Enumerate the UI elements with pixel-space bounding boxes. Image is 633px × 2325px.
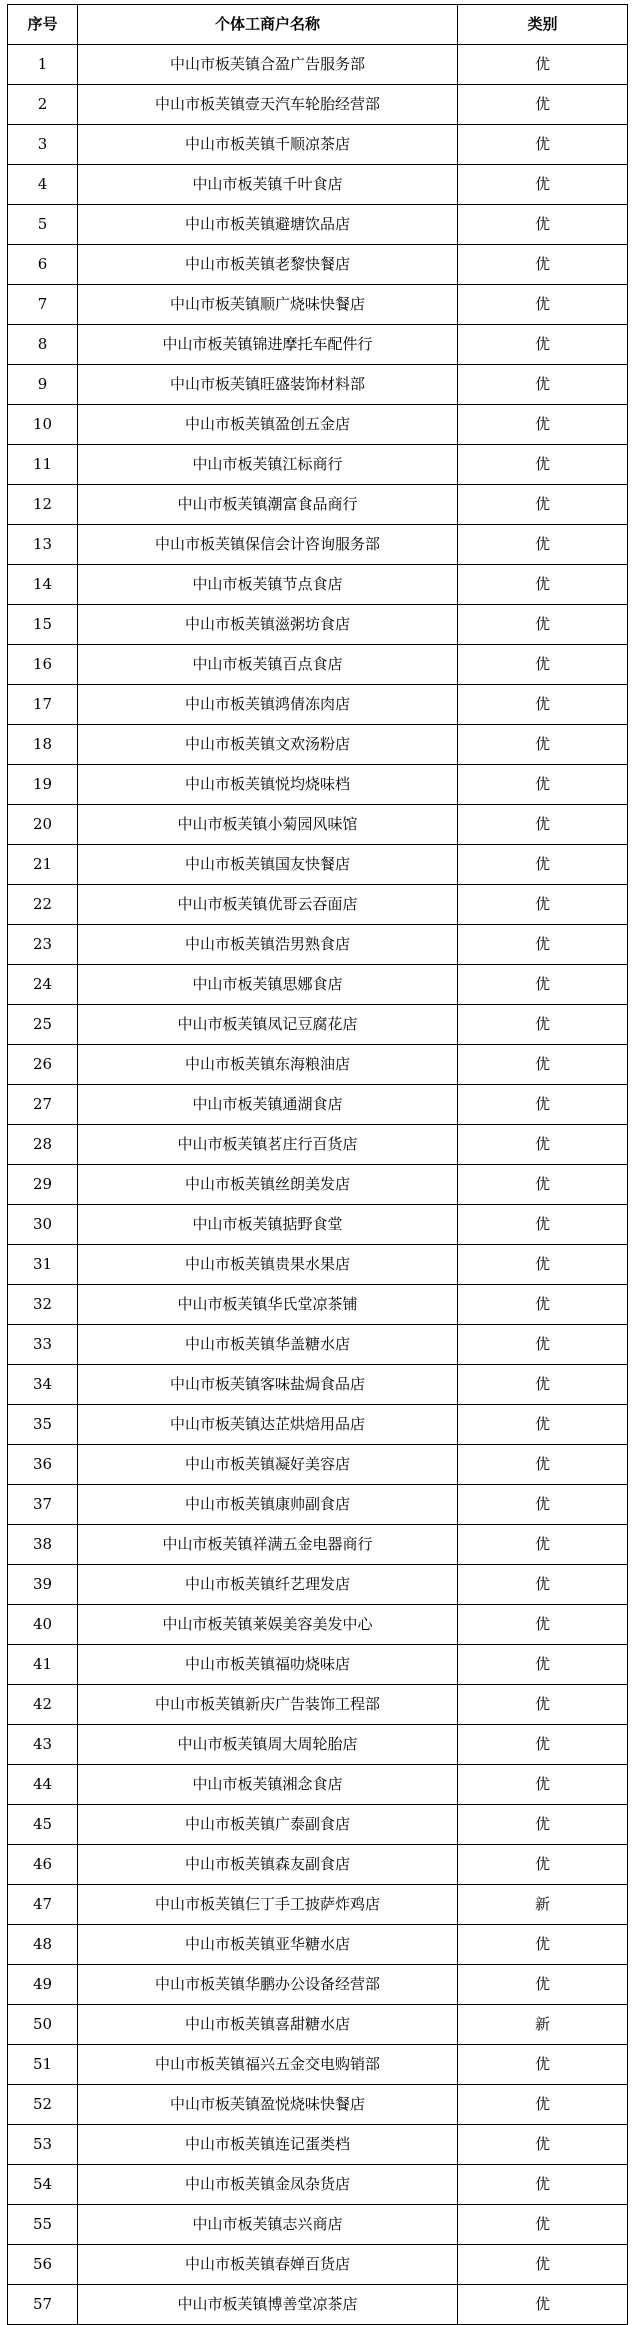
category-cell: 优	[458, 885, 628, 925]
serial-number-cell: 37	[8, 1485, 78, 1525]
category-cell: 优	[458, 405, 628, 445]
category-cell: 优	[458, 325, 628, 365]
serial-number-cell: 33	[8, 1325, 78, 1365]
table-row	[8, 85, 628, 125]
table-row	[8, 1525, 628, 1565]
table-row	[8, 645, 628, 685]
merchant-name-cell: 中山市板芙镇连记蛋类档	[78, 2125, 458, 2165]
table-row	[8, 2285, 628, 2325]
serial-number-cell: 27	[8, 1085, 78, 1125]
serial-number-cell: 4	[8, 165, 78, 205]
table-row	[8, 1285, 628, 1325]
serial-number-cell: 16	[8, 645, 78, 685]
category-cell: 优	[458, 1485, 628, 1525]
merchant-name-cell: 中山市板芙镇莱娱美容美发中心	[78, 1605, 458, 1645]
merchant-name-cell: 中山市板芙镇金凤杂货店	[78, 2165, 458, 2205]
table-row	[8, 525, 628, 565]
category-cell: 优	[458, 1325, 628, 1365]
merchant-name-cell: 中山市板芙镇福叻烧味店	[78, 1645, 458, 1685]
serial-number-cell: 30	[8, 1205, 78, 1245]
serial-number-cell: 42	[8, 1685, 78, 1725]
table-row	[8, 685, 628, 725]
header-serial-number: 序号	[8, 5, 78, 45]
merchant-name-cell: 中山市板芙镇优哥云吞面店	[78, 885, 458, 925]
category-cell: 优	[458, 805, 628, 845]
merchant-name-cell: 中山市板芙镇潮富食品商行	[78, 485, 458, 525]
serial-number-cell: 43	[8, 1725, 78, 1765]
serial-number-cell: 13	[8, 525, 78, 565]
category-cell: 优	[458, 1085, 628, 1125]
category-cell: 优	[458, 605, 628, 645]
table-body	[8, 45, 628, 2325]
merchant-name-cell: 中山市板芙镇凤记豆腐花店	[78, 1005, 458, 1045]
table-row	[8, 845, 628, 885]
table-row	[8, 1365, 628, 1405]
merchant-name-cell: 中山市板芙镇喜甜糖水店	[78, 2005, 458, 2045]
serial-number-cell: 35	[8, 1405, 78, 1445]
serial-number-cell: 49	[8, 1965, 78, 2005]
category-cell: 优	[458, 645, 628, 685]
table-row	[8, 405, 628, 445]
category-cell: 优	[458, 925, 628, 965]
merchant-name-cell: 中山市板芙镇东海粮油店	[78, 1045, 458, 1085]
serial-number-cell: 47	[8, 1885, 78, 1925]
merchant-name-cell: 中山市板芙镇国友快餐店	[78, 845, 458, 885]
serial-number-cell: 29	[8, 1165, 78, 1205]
table-row	[8, 1125, 628, 1165]
table-row	[8, 45, 628, 85]
category-cell: 优	[458, 365, 628, 405]
serial-number-cell: 36	[8, 1445, 78, 1485]
category-cell: 优	[458, 1685, 628, 1725]
category-cell: 优	[458, 285, 628, 325]
table-row	[8, 1725, 628, 1765]
merchant-name-cell: 中山市板芙镇鸿倩冻肉店	[78, 685, 458, 725]
merchant-name-cell: 中山市板芙镇贵果水果店	[78, 1245, 458, 1285]
serial-number-cell: 46	[8, 1845, 78, 1885]
table-row	[8, 1165, 628, 1205]
category-cell: 优	[458, 2205, 628, 2245]
category-cell: 优	[458, 2045, 628, 2085]
category-cell: 优	[458, 525, 628, 565]
table-row	[8, 1565, 628, 1605]
serial-number-cell: 48	[8, 1925, 78, 1965]
merchant-name-cell: 中山市板芙镇湘念食店	[78, 1765, 458, 1805]
merchant-name-cell: 中山市板芙镇浩男熟食店	[78, 925, 458, 965]
category-cell: 优	[458, 1845, 628, 1885]
category-cell: 优	[458, 1645, 628, 1685]
merchant-name-cell: 中山市板芙镇广泰副食店	[78, 1805, 458, 1845]
table-row	[8, 205, 628, 245]
merchant-name-cell: 中山市板芙镇博善堂凉茶店	[78, 2285, 458, 2325]
table-row	[8, 165, 628, 205]
category-cell: 优	[458, 1965, 628, 2005]
category-cell: 优	[458, 565, 628, 605]
merchant-name-cell: 中山市板芙镇祥满五金电器商行	[78, 1525, 458, 1565]
table-row	[8, 1205, 628, 1245]
table-header	[8, 5, 628, 45]
merchant-name-cell: 中山市板芙镇华鹏办公设备经营部	[78, 1965, 458, 2005]
table-row	[8, 1805, 628, 1845]
category-cell: 优	[458, 245, 628, 285]
serial-number-cell: 41	[8, 1645, 78, 1685]
category-cell: 优	[458, 2125, 628, 2165]
merchant-name-cell: 中山市板芙镇节点食店	[78, 565, 458, 605]
table-row	[8, 1045, 628, 1085]
serial-number-cell: 20	[8, 805, 78, 845]
table-row	[8, 725, 628, 765]
category-cell: 优	[458, 725, 628, 765]
serial-number-cell: 3	[8, 125, 78, 165]
serial-number-cell: 11	[8, 445, 78, 485]
merchant-name-cell: 中山市板芙镇森友副食店	[78, 1845, 458, 1885]
table-row	[8, 1445, 628, 1485]
merchant-name-cell: 中山市板芙镇茗庄行百货店	[78, 1125, 458, 1165]
merchant-name-cell: 中山市板芙镇壹天汽车轮胎经营部	[78, 85, 458, 125]
merchant-name-cell: 中山市板芙镇文欢汤粉店	[78, 725, 458, 765]
merchant-name-cell: 中山市板芙镇周大周轮胎店	[78, 1725, 458, 1765]
category-cell: 优	[458, 445, 628, 485]
category-cell: 优	[458, 45, 628, 85]
category-cell: 优	[458, 1165, 628, 1205]
category-cell: 优	[458, 1525, 628, 1565]
category-cell: 优	[458, 965, 628, 1005]
table-row	[8, 1245, 628, 1285]
category-cell: 优	[458, 1405, 628, 1445]
category-cell: 优	[458, 765, 628, 805]
serial-number-cell: 1	[8, 45, 78, 85]
table-row	[8, 325, 628, 365]
serial-number-cell: 40	[8, 1605, 78, 1645]
merchant-name-cell: 中山市板芙镇顺广烧味快餐店	[78, 285, 458, 325]
category-cell: 优	[458, 85, 628, 125]
merchant-name-cell: 中山市板芙镇通湖食店	[78, 1085, 458, 1125]
merchant-name-cell: 中山市板芙镇千叶食店	[78, 165, 458, 205]
category-cell: 新	[458, 2005, 628, 2045]
category-cell: 优	[458, 205, 628, 245]
category-cell: 新	[458, 1885, 628, 1925]
serial-number-cell: 38	[8, 1525, 78, 1565]
table-row	[8, 965, 628, 1005]
category-cell: 优	[458, 1765, 628, 1805]
category-cell: 优	[458, 1005, 628, 1045]
merchant-name-cell: 中山市板芙镇旺盛装饰材料部	[78, 365, 458, 405]
serial-number-cell: 57	[8, 2285, 78, 2325]
category-cell: 优	[458, 485, 628, 525]
table-row	[8, 2125, 628, 2165]
table-row	[8, 565, 628, 605]
merchant-name-cell: 中山市板芙镇江标商行	[78, 445, 458, 485]
header-row	[8, 5, 628, 45]
table-row	[8, 365, 628, 405]
merchant-name-cell: 中山市板芙镇仨丁手工披萨炸鸡店	[78, 1885, 458, 1925]
merchant-name-cell: 中山市板芙镇小菊园风味馆	[78, 805, 458, 845]
table-row	[8, 1485, 628, 1525]
category-cell: 优	[458, 2285, 628, 2325]
merchant-name-cell: 中山市板芙镇纤艺理发店	[78, 1565, 458, 1605]
merchant-name-cell: 中山市板芙镇志兴商店	[78, 2205, 458, 2245]
table-row	[8, 1085, 628, 1125]
merchant-name-cell: 中山市板芙镇丝朗美发店	[78, 1165, 458, 1205]
table-row	[8, 1885, 628, 1925]
serial-number-cell: 26	[8, 1045, 78, 1085]
category-cell: 优	[458, 1125, 628, 1165]
serial-number-cell: 22	[8, 885, 78, 925]
serial-number-cell: 56	[8, 2245, 78, 2285]
merchant-name-cell: 中山市板芙镇保信会计咨询服务部	[78, 525, 458, 565]
merchant-name-cell: 中山市板芙镇新庆广告装饰工程部	[78, 1685, 458, 1725]
serial-number-cell: 8	[8, 325, 78, 365]
table-row	[8, 885, 628, 925]
category-cell: 优	[458, 1285, 628, 1325]
merchant-table	[7, 4, 628, 2325]
merchant-name-cell: 中山市板芙镇滋粥坊食店	[78, 605, 458, 645]
category-cell: 优	[458, 125, 628, 165]
serial-number-cell: 15	[8, 605, 78, 645]
table-row	[8, 1325, 628, 1365]
merchant-name-cell: 中山市板芙镇华盖糖水店	[78, 1325, 458, 1365]
table-row	[8, 1645, 628, 1685]
table-row	[8, 1685, 628, 1725]
category-cell: 优	[458, 2165, 628, 2205]
table-row	[8, 1965, 628, 2005]
table-row	[8, 2085, 628, 2125]
serial-number-cell: 6	[8, 245, 78, 285]
table-row	[8, 2165, 628, 2205]
merchant-name-cell: 中山市板芙镇锦进摩托车配件行	[78, 325, 458, 365]
serial-number-cell: 10	[8, 405, 78, 445]
merchant-name-cell: 中山市板芙镇盈创五金店	[78, 405, 458, 445]
merchant-name-cell: 中山市板芙镇千顺凉茶店	[78, 125, 458, 165]
merchant-name-cell: 中山市板芙镇亚华糖水店	[78, 1925, 458, 1965]
category-cell: 优	[458, 2245, 628, 2285]
serial-number-cell: 54	[8, 2165, 78, 2205]
table-row	[8, 805, 628, 845]
serial-number-cell: 55	[8, 2205, 78, 2245]
merchant-name-cell: 中山市板芙镇老黎快餐店	[78, 245, 458, 285]
serial-number-cell: 17	[8, 685, 78, 725]
serial-number-cell: 45	[8, 1805, 78, 1845]
serial-number-cell: 31	[8, 1245, 78, 1285]
serial-number-cell: 52	[8, 2085, 78, 2125]
merchant-name-cell: 中山市板芙镇康帅副食店	[78, 1485, 458, 1525]
merchant-name-cell: 中山市板芙镇客味盐焗食品店	[78, 1365, 458, 1405]
table-row	[8, 2005, 628, 2045]
serial-number-cell: 53	[8, 2125, 78, 2165]
serial-number-cell: 50	[8, 2005, 78, 2045]
serial-number-cell: 21	[8, 845, 78, 885]
merchant-name-cell: 中山市板芙镇春婵百货店	[78, 2245, 458, 2285]
serial-number-cell: 7	[8, 285, 78, 325]
serial-number-cell: 44	[8, 1765, 78, 1805]
serial-number-cell: 5	[8, 205, 78, 245]
merchant-name-cell: 中山市板芙镇达芷烘焙用品店	[78, 1405, 458, 1445]
merchant-name-cell: 中山市板芙镇悦均烧味档	[78, 765, 458, 805]
table-row	[8, 1765, 628, 1805]
category-cell: 优	[458, 1725, 628, 1765]
category-cell: 优	[458, 1925, 628, 1965]
serial-number-cell: 12	[8, 485, 78, 525]
serial-number-cell: 28	[8, 1125, 78, 1165]
serial-number-cell: 14	[8, 565, 78, 605]
table-row	[8, 1605, 628, 1645]
merchant-name-cell: 中山市板芙镇合盈广告服务部	[78, 45, 458, 85]
category-cell: 优	[458, 1805, 628, 1845]
serial-number-cell: 9	[8, 365, 78, 405]
serial-number-cell: 25	[8, 1005, 78, 1045]
category-cell: 优	[458, 2085, 628, 2125]
serial-number-cell: 24	[8, 965, 78, 1005]
category-cell: 优	[458, 1245, 628, 1285]
merchant-name-cell: 中山市板芙镇凝好美容店	[78, 1445, 458, 1485]
serial-number-cell: 2	[8, 85, 78, 125]
serial-number-cell: 32	[8, 1285, 78, 1325]
header-merchant-name: 个体工商户名称	[78, 5, 458, 45]
table-row	[8, 285, 628, 325]
table-row	[8, 125, 628, 165]
table-row	[8, 2205, 628, 2245]
merchant-name-cell: 中山市板芙镇思娜食店	[78, 965, 458, 1005]
category-cell: 优	[458, 845, 628, 885]
serial-number-cell: 39	[8, 1565, 78, 1605]
serial-number-cell: 34	[8, 1365, 78, 1405]
serial-number-cell: 51	[8, 2045, 78, 2085]
merchant-name-cell: 中山市板芙镇盈悦烧味快餐店	[78, 2085, 458, 2125]
serial-number-cell: 18	[8, 725, 78, 765]
category-cell: 优	[458, 1445, 628, 1485]
category-cell: 优	[458, 1205, 628, 1245]
category-cell: 优	[458, 685, 628, 725]
table-row	[8, 485, 628, 525]
serial-number-cell: 23	[8, 925, 78, 965]
category-cell: 优	[458, 1565, 628, 1605]
merchant-name-cell: 中山市板芙镇福兴五金交电购销部	[78, 2045, 458, 2085]
category-cell: 优	[458, 165, 628, 205]
merchant-name-cell: 中山市板芙镇避塘饮品店	[78, 205, 458, 245]
category-cell: 优	[458, 1045, 628, 1085]
category-cell: 优	[458, 1365, 628, 1405]
table-row	[8, 2245, 628, 2285]
table-row	[8, 1005, 628, 1045]
header-category: 类别	[458, 5, 628, 45]
table-row	[8, 245, 628, 285]
table-row	[8, 2045, 628, 2085]
table-row	[8, 445, 628, 485]
merchant-name-cell: 中山市板芙镇百点食店	[78, 645, 458, 685]
merchant-name-cell: 中山市板芙镇掂野食堂	[78, 1205, 458, 1245]
table-row	[8, 1845, 628, 1885]
table-row	[8, 925, 628, 965]
table-row	[8, 1405, 628, 1445]
merchant-name-cell: 中山市板芙镇华氏堂凉茶铺	[78, 1285, 458, 1325]
table-row	[8, 1925, 628, 1965]
table-row	[8, 765, 628, 805]
table-row	[8, 605, 628, 645]
category-cell: 优	[458, 1605, 628, 1645]
serial-number-cell: 19	[8, 765, 78, 805]
